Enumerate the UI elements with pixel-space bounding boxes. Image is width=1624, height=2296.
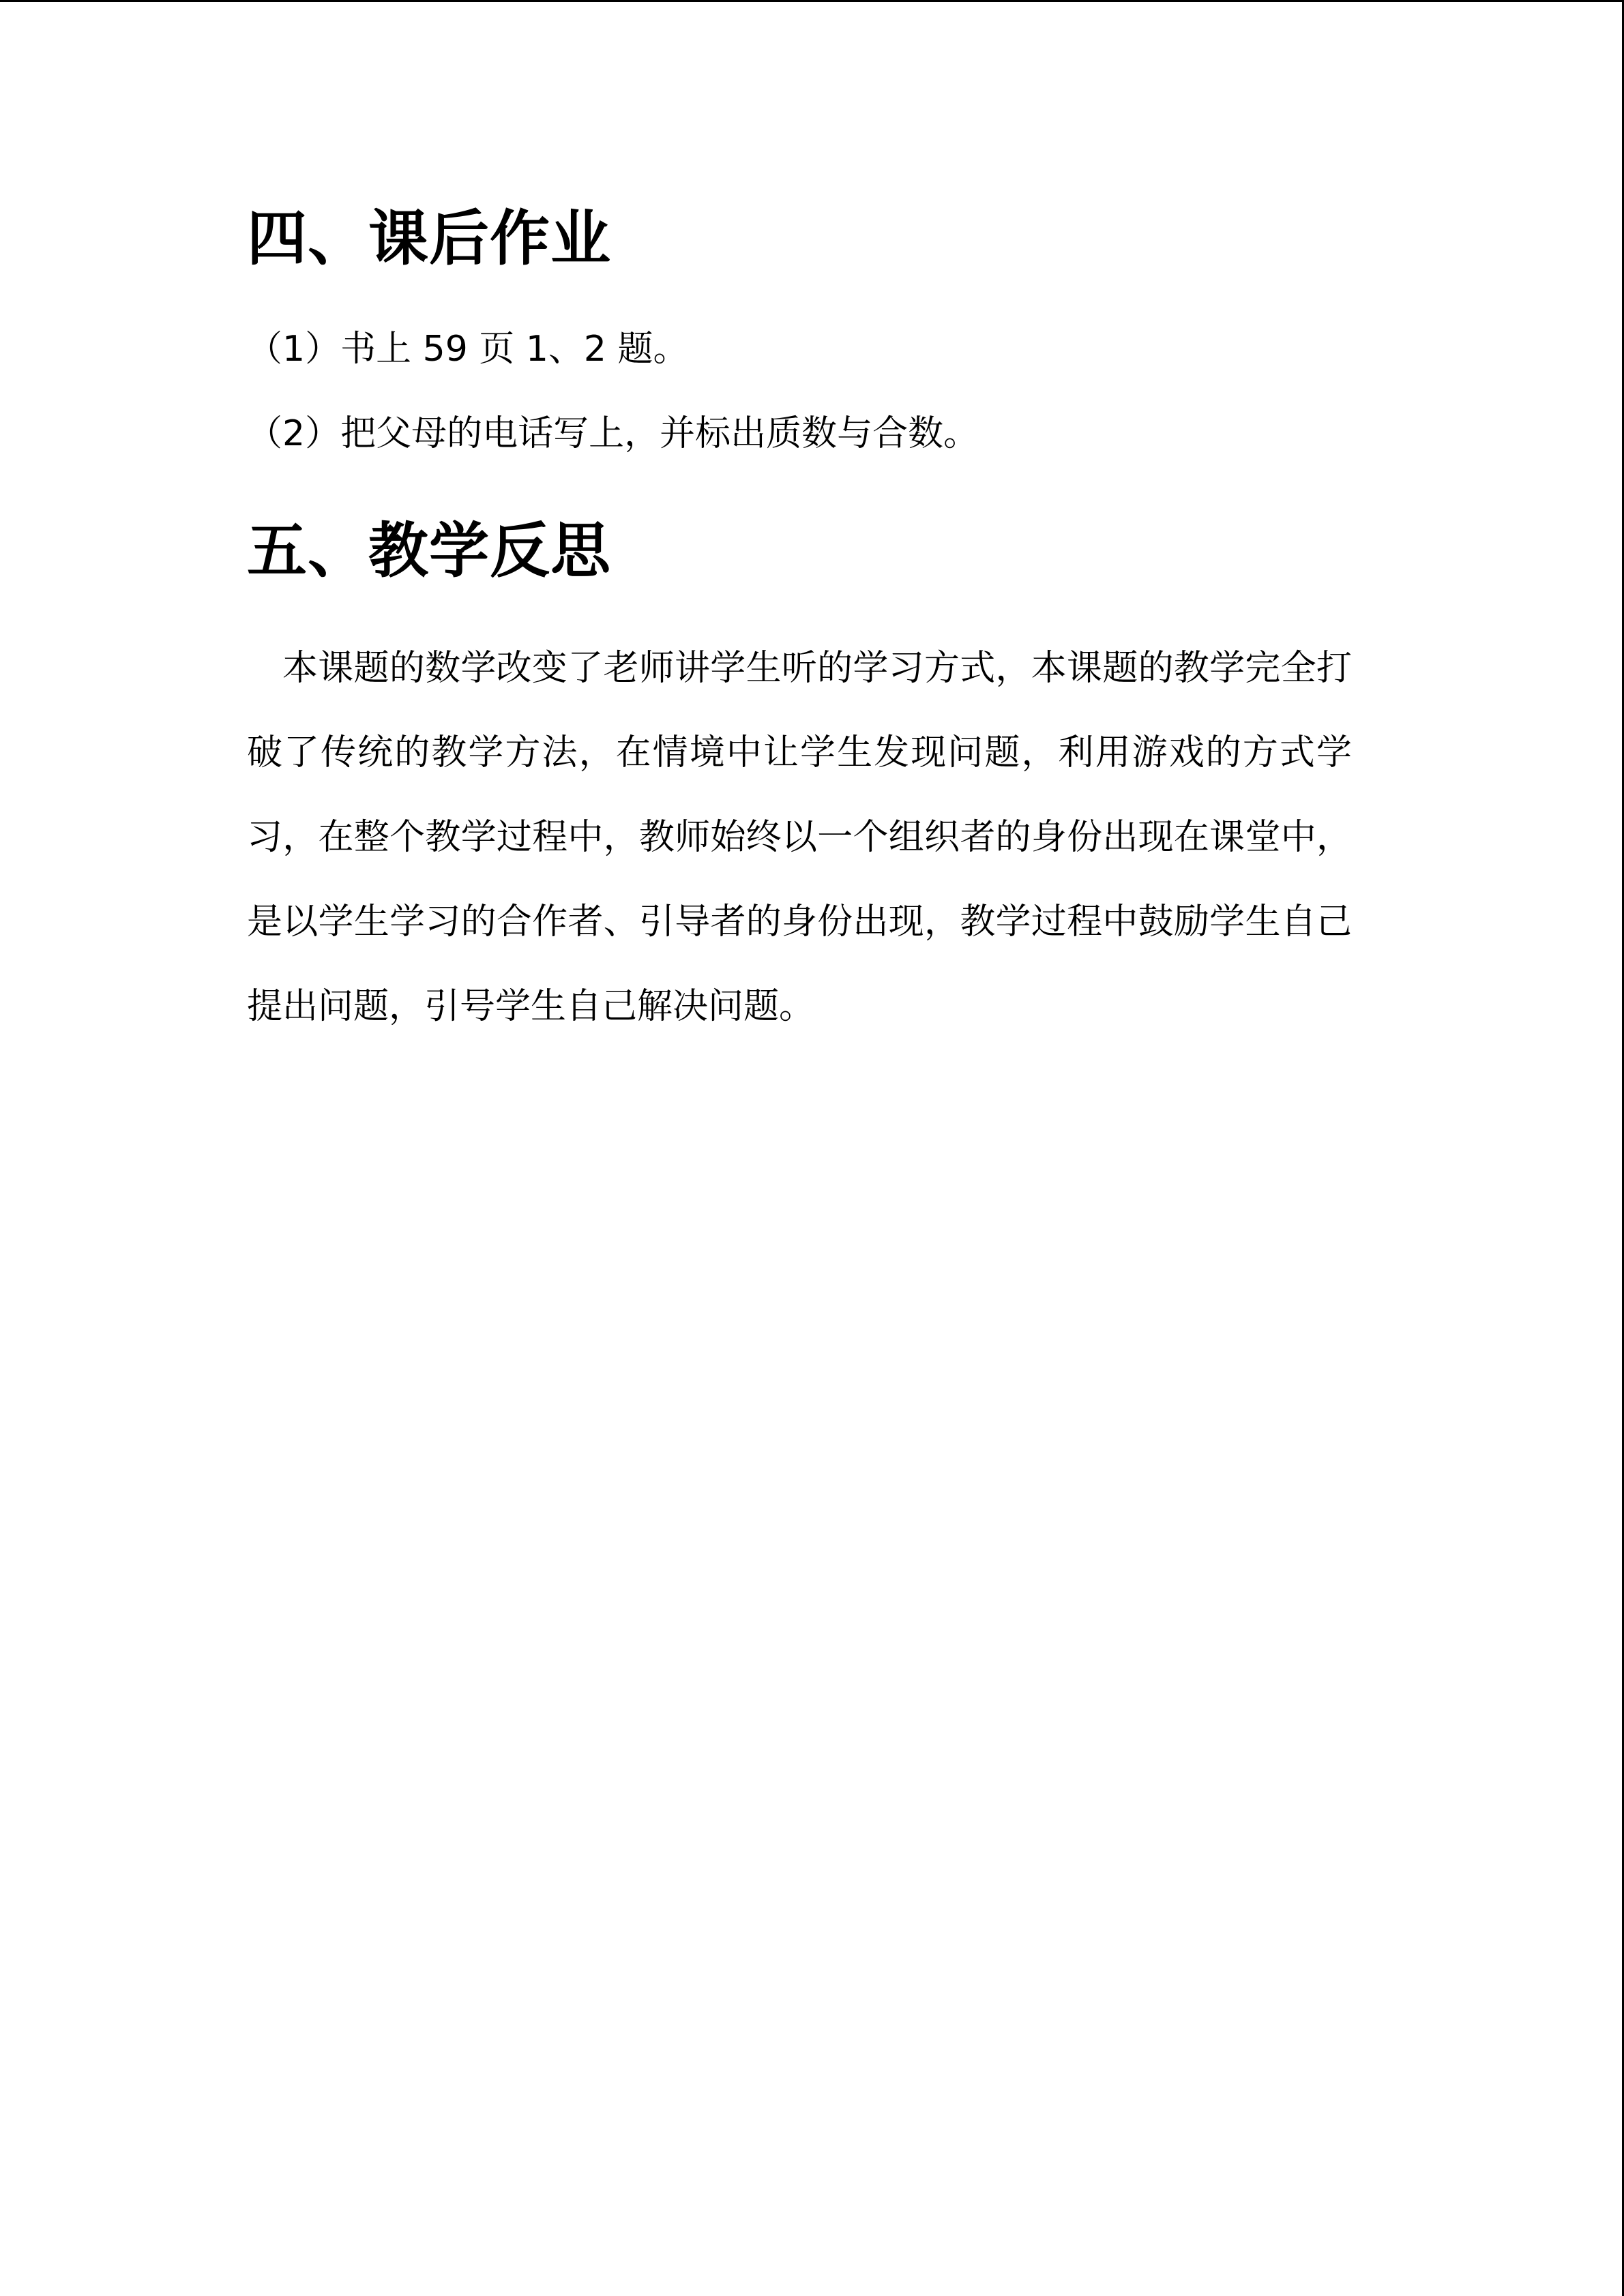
homework-section <box>247 191 1352 476</box>
reflection-heading: 五、教学反思 <box>247 516 612 586</box>
page-border-top <box>0 0 1624 2</box>
reflection-paragraph: 本课题的数学改变了老师讲学生听的学习方式，本课题的教学完全打破了传统的教学方法，在情境中让学生发现问题，利用游戏的方式学习，在整个教学过程中，教师始终以一个组织者的身份出现在课堂中，是以学生学习的合作者、引导者的身份出现，教学过程中鼓励学生自己提出问题，引号学生自己解决问题。 <box>247 648 1352 1027</box>
homework-item-1: （1）书上 59 页 1、2 题。 <box>247 329 689 370</box>
document-page <box>247 191 1352 1049</box>
reflection-section <box>247 503 1352 1049</box>
homework-item-2: （2）把父母的电话写上，并标出质数与合数。 <box>247 413 979 454</box>
homework-list <box>247 307 1352 476</box>
homework-heading: 四、课后作业 <box>247 203 612 273</box>
